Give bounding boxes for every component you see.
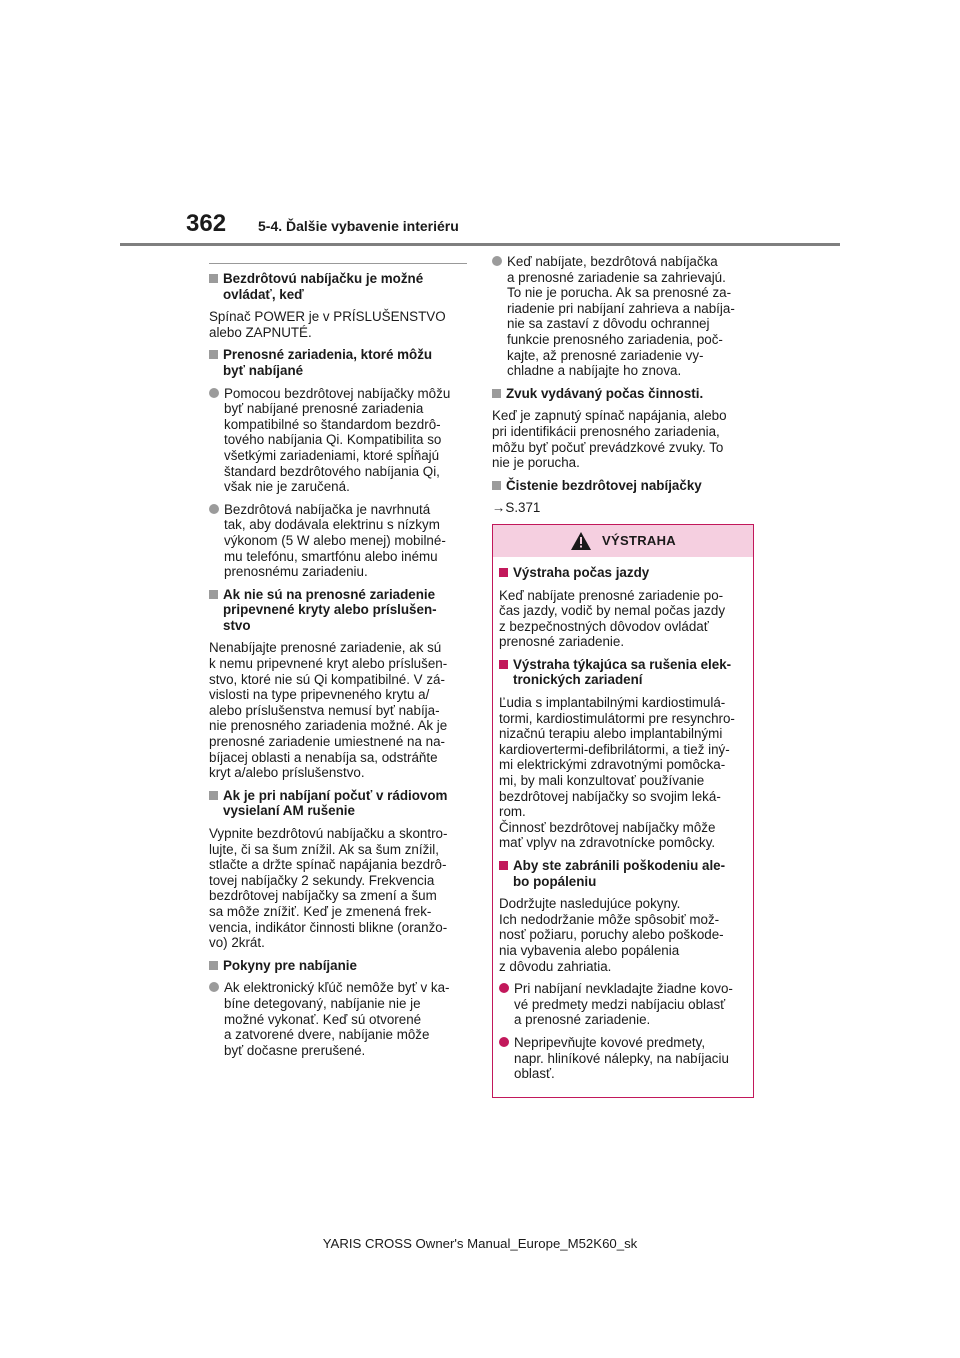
text-line: Zvuk vydávaný počas činnosti. (506, 385, 704, 401)
text-line: Bezdrôtovú nabíjačku je možné (223, 271, 424, 286)
text-line: Vypnite bezdrôtovú nabíjačku a skontro- (209, 826, 448, 841)
text-line: bíne detegovaný, nabíjanie nie je (224, 995, 421, 1011)
text-line: vislosti na type pripevneného krytu a/ (209, 687, 430, 703)
text-line: vencia, indikátor činnosti blikne (oranžo- (209, 919, 448, 935)
square-bullet-icon (209, 590, 218, 599)
text-line: prenosné zariadenie umiestnené na na- (209, 734, 445, 750)
text-line: môžu byť počuť prevádzkové zvuky. To (492, 439, 724, 455)
text-line: Bezdrôtová nabíjačka je navrhnutá (224, 501, 431, 517)
section-heading (209, 958, 467, 974)
text-line: Keď nabíjate, bezdrôtová nabíjačka (507, 254, 718, 269)
block-text (507, 254, 754, 379)
block-text (223, 788, 467, 819)
text-line: tovej nabíjačky 2 sekundy. Frekvencia (209, 872, 435, 888)
bullet-item (209, 502, 467, 580)
section-heading (499, 657, 747, 688)
text-line: Keď je zapnutý spínač napájania, alebo (492, 408, 727, 424)
bullet-item (492, 254, 754, 379)
block-text (223, 958, 467, 974)
text-line: z dôvodu zahriatia. (499, 958, 612, 974)
page-number: 362 (186, 210, 227, 237)
text-line: nosť požiaru, poruchy alebo poškode- (499, 927, 724, 943)
right-column (492, 254, 754, 1098)
text-line: To nie je porucha. Ak sa prenosné za- (507, 285, 732, 301)
square-bullet-icon (499, 660, 508, 669)
text-line: štandard bezdrôtového nabíjania Qi, (224, 463, 440, 479)
text-line: k nemu pripevnené kryt alebo príslušen- (209, 656, 448, 672)
block-text (499, 695, 747, 851)
text-line: mať vplyv na zdravotnícke pomôcky. (499, 835, 716, 851)
text-line: Pri nabíjaní nevkladajte žiadne kovo- (514, 981, 733, 997)
warning-triangle-icon (570, 531, 592, 551)
text-line: z bezpečnostných dôvodov ovládať (499, 618, 709, 634)
text-line: Dodržujte nasledujúce pokyny. (499, 896, 681, 912)
round-bullet-icon (492, 256, 502, 266)
section-heading (209, 347, 467, 378)
body-paragraph (209, 826, 467, 951)
text-line: kompatibilné so štandardom bezdrô- (224, 416, 441, 432)
section-heading (209, 587, 467, 634)
text-line: pripevnené kryty alebo príslušen- (223, 602, 437, 618)
text-line: byť nabíjané (223, 362, 304, 378)
left-column (209, 263, 467, 1065)
body-paragraph (499, 896, 747, 974)
text-line: a prenosné zariadenie sa zahrievajú. (507, 269, 726, 285)
text-line: pri identifikácii prenosného zariadenia, (492, 423, 720, 439)
block-text (223, 347, 467, 378)
text-line: Spínač POWER je v PRÍSLUŠENSTVO (209, 309, 446, 325)
section-heading (492, 478, 754, 494)
block-text (499, 896, 747, 974)
text-line: čas jazdy, vodič by nemal počas jazdy (499, 603, 726, 619)
bullet-item (499, 1035, 747, 1082)
text-line: kardiovertermi-defibrilátormi, a tiež iný- (499, 741, 730, 757)
text-line: byť nabíjané prenosné zariadenia (224, 401, 424, 417)
text-line: vé predmety medzi nabíjaciu oblasť (514, 996, 726, 1012)
square-bullet-icon (499, 568, 508, 577)
square-bullet-icon (499, 861, 508, 870)
body-paragraph (209, 640, 467, 780)
text-line: Výstraha týkajúca sa rušenia elek- (513, 656, 732, 672)
text-line: funkcie prenosného zariadenia, poč- (507, 331, 723, 347)
block-text (514, 981, 747, 1028)
bullet-item (209, 980, 467, 1058)
block-text (209, 640, 467, 780)
round-bullet-icon (499, 1037, 509, 1047)
block-text (513, 858, 747, 889)
block-text (506, 478, 754, 494)
section-title: 5-4. Ďalšie vybavenie interiéru (258, 218, 459, 234)
block-text (513, 657, 747, 688)
block-text (209, 309, 467, 340)
text-line: ovládať, keď (223, 286, 304, 302)
square-bullet-icon (209, 350, 218, 359)
block-text (492, 408, 754, 470)
text-line: prenosné zariadenie. (499, 634, 625, 650)
text-line: byť dočasne prerušené. (224, 1042, 366, 1058)
text-line: Ľudia s implantabilnými kardiostimulá- (499, 695, 726, 711)
section-heading (209, 788, 467, 819)
text-line: vo) 2krát. (209, 935, 265, 951)
square-bullet-icon (492, 481, 501, 490)
round-bullet-icon (209, 388, 219, 398)
text-line: stvo, ktoré nie sú Qi kompatibilné. V zá- (209, 671, 445, 687)
warning-title: VÝSTRAHA (602, 533, 676, 549)
text-line: bo popáleniu (513, 873, 597, 889)
text-line: nie sa zastaví z dôvodu ochrannej (507, 316, 710, 332)
text-line: Ich nedodržanie môže spôsobiť mož- (499, 911, 720, 927)
block-text (223, 587, 467, 634)
text-line: oblasť. (514, 1066, 555, 1082)
text-line: →S.371 (492, 500, 541, 516)
round-bullet-icon (209, 504, 219, 514)
text-line: Ak elektronický kľúč nemôže byť v ka- (224, 980, 450, 996)
text-line: Čistenie bezdrôtovej nabíjačky (506, 477, 702, 493)
text-line: alebo ZAPNUTÉ. (209, 324, 312, 340)
section-heading (209, 271, 467, 302)
square-bullet-icon (209, 791, 218, 800)
text-line: Pomocou bezdrôtovej nabíjačky môžu (224, 385, 451, 401)
text-line: tového nabíjania Qi. Kompatibilita so (224, 432, 442, 448)
text-line: lujte, či sa šum znížil. Ak sa šum znížil, (209, 841, 439, 857)
column-top-rule (209, 263, 467, 264)
section-heading (492, 386, 754, 402)
body-paragraph (499, 695, 747, 851)
text-line: Nepripevňujte kovové predmety, (514, 1034, 706, 1050)
block-text (492, 500, 754, 516)
text-line: Činnosť bezdrôtovej nabíjačky môže (499, 819, 716, 835)
text-line: vysielaní AM rušenie (223, 803, 355, 819)
text-line: riadenie pri nabíjaní zahrieva a nabíja- (507, 300, 735, 316)
text-line: bezdrôtovej nabíjačky so svojim leká- (499, 788, 721, 804)
text-line: Ak nie sú na prenosné zariadenie (223, 586, 436, 602)
text-line: prenosnému zariadeniu. (224, 564, 368, 580)
block-text (506, 386, 754, 402)
bullet-item (499, 981, 747, 1028)
text-line: mu telefónu, smartfónu alebo inému (224, 548, 438, 564)
text-line: nie je porucha. (492, 455, 580, 471)
text-line: stvo (223, 617, 251, 633)
right-content (492, 254, 754, 516)
text-line: stlačte a držte spínač napájania bezdrô- (209, 857, 447, 873)
section-heading (499, 565, 747, 581)
text-line: Ak je pri nabíjaní počuť v rádiovom (223, 787, 448, 803)
text-line: tormi, kardiostimulátormi pre resynchro- (499, 710, 735, 726)
text-line: kajte, až prenosné zariadenie vy- (507, 347, 704, 363)
text-line: Pokyny pre nabíjanie (223, 957, 357, 973)
text-line: nia vybavenia alebo popálenia (499, 942, 680, 958)
square-bullet-icon (209, 961, 218, 970)
text-line: rom. (499, 804, 526, 820)
block-text (223, 271, 467, 302)
warning-content (493, 565, 753, 1082)
block-text (513, 565, 747, 581)
text-line: alebo príslušenstva nemusí byť nabíja- (209, 702, 440, 718)
text-line: Keď nabíjate prenosné zariadenie po- (499, 587, 724, 603)
text-line: a prenosné zariadenie. (514, 1012, 651, 1028)
block-text (209, 826, 467, 951)
text-line: mi, by mali konzultovať používanie (499, 773, 705, 789)
block-text (514, 1035, 747, 1082)
text-line: mi elektrickými zdravotnými pomôcka- (499, 757, 726, 773)
round-bullet-icon (209, 982, 219, 992)
block-text (224, 502, 467, 580)
block-text (499, 588, 747, 650)
text-line: Nenabíjajte prenosné zariadenie, ak sú (209, 640, 442, 656)
warning-box (492, 524, 754, 1098)
block-text (224, 980, 467, 1058)
text-line: však nie je zaručená. (224, 479, 350, 495)
block-text (224, 386, 467, 495)
body-paragraph (492, 500, 754, 516)
text-line: nie prenosného zariadenia možné. Ak je (209, 718, 448, 734)
text-line: napr. hliníkové nálepky, na nabíjaciu (514, 1050, 729, 1066)
body-paragraph (499, 588, 747, 650)
body-paragraph (209, 309, 467, 340)
text-line: všetkými zariadeniami, ktoré spĺňajú (224, 447, 440, 463)
text-line: tronických zariadení (513, 672, 643, 688)
header-rule (120, 243, 840, 246)
text-line: chladne a nabíjajte ho znova. (507, 363, 682, 379)
text-line: bezdrôtovej nabíjačky sa zmení a šum (209, 888, 437, 904)
text-line: Prenosné zariadenia, ktoré môžu (223, 347, 433, 363)
text-line: možné vykonať. Keď sú otvorené (224, 1011, 422, 1027)
left-content (209, 271, 467, 1058)
square-bullet-icon (209, 274, 218, 283)
body-paragraph (492, 408, 754, 470)
square-bullet-icon (492, 389, 501, 398)
text-line: Výstraha počas jazdy (513, 564, 650, 580)
text-line: Aby ste zabránili poškodeniu ale- (513, 858, 726, 873)
text-line: bíjacej oblasti a nenabíja sa, odstráňte (209, 749, 438, 765)
text-line: sa môže znížiť. Keď je zmenená frek- (209, 903, 432, 919)
warning-header (493, 525, 753, 557)
text-line: nizačnú terapiu alebo implantabilnými (499, 726, 723, 742)
section-heading (499, 858, 747, 889)
footer-text: YARIS CROSS Owner's Manual_Europe_M52K60_sk (322, 1236, 638, 1251)
bullet-item (209, 386, 467, 495)
text-line: výkonom (5 W alebo menej) mobilné- (224, 532, 446, 548)
text-line: a zatvorené dvere, nabíjanie môže (224, 1027, 430, 1043)
text-line: tak, aby dodávala elektrinu s nízkym (224, 517, 440, 533)
text-line: kryt a/alebo príslušenstvo. (209, 765, 365, 781)
round-bullet-icon (499, 983, 509, 993)
